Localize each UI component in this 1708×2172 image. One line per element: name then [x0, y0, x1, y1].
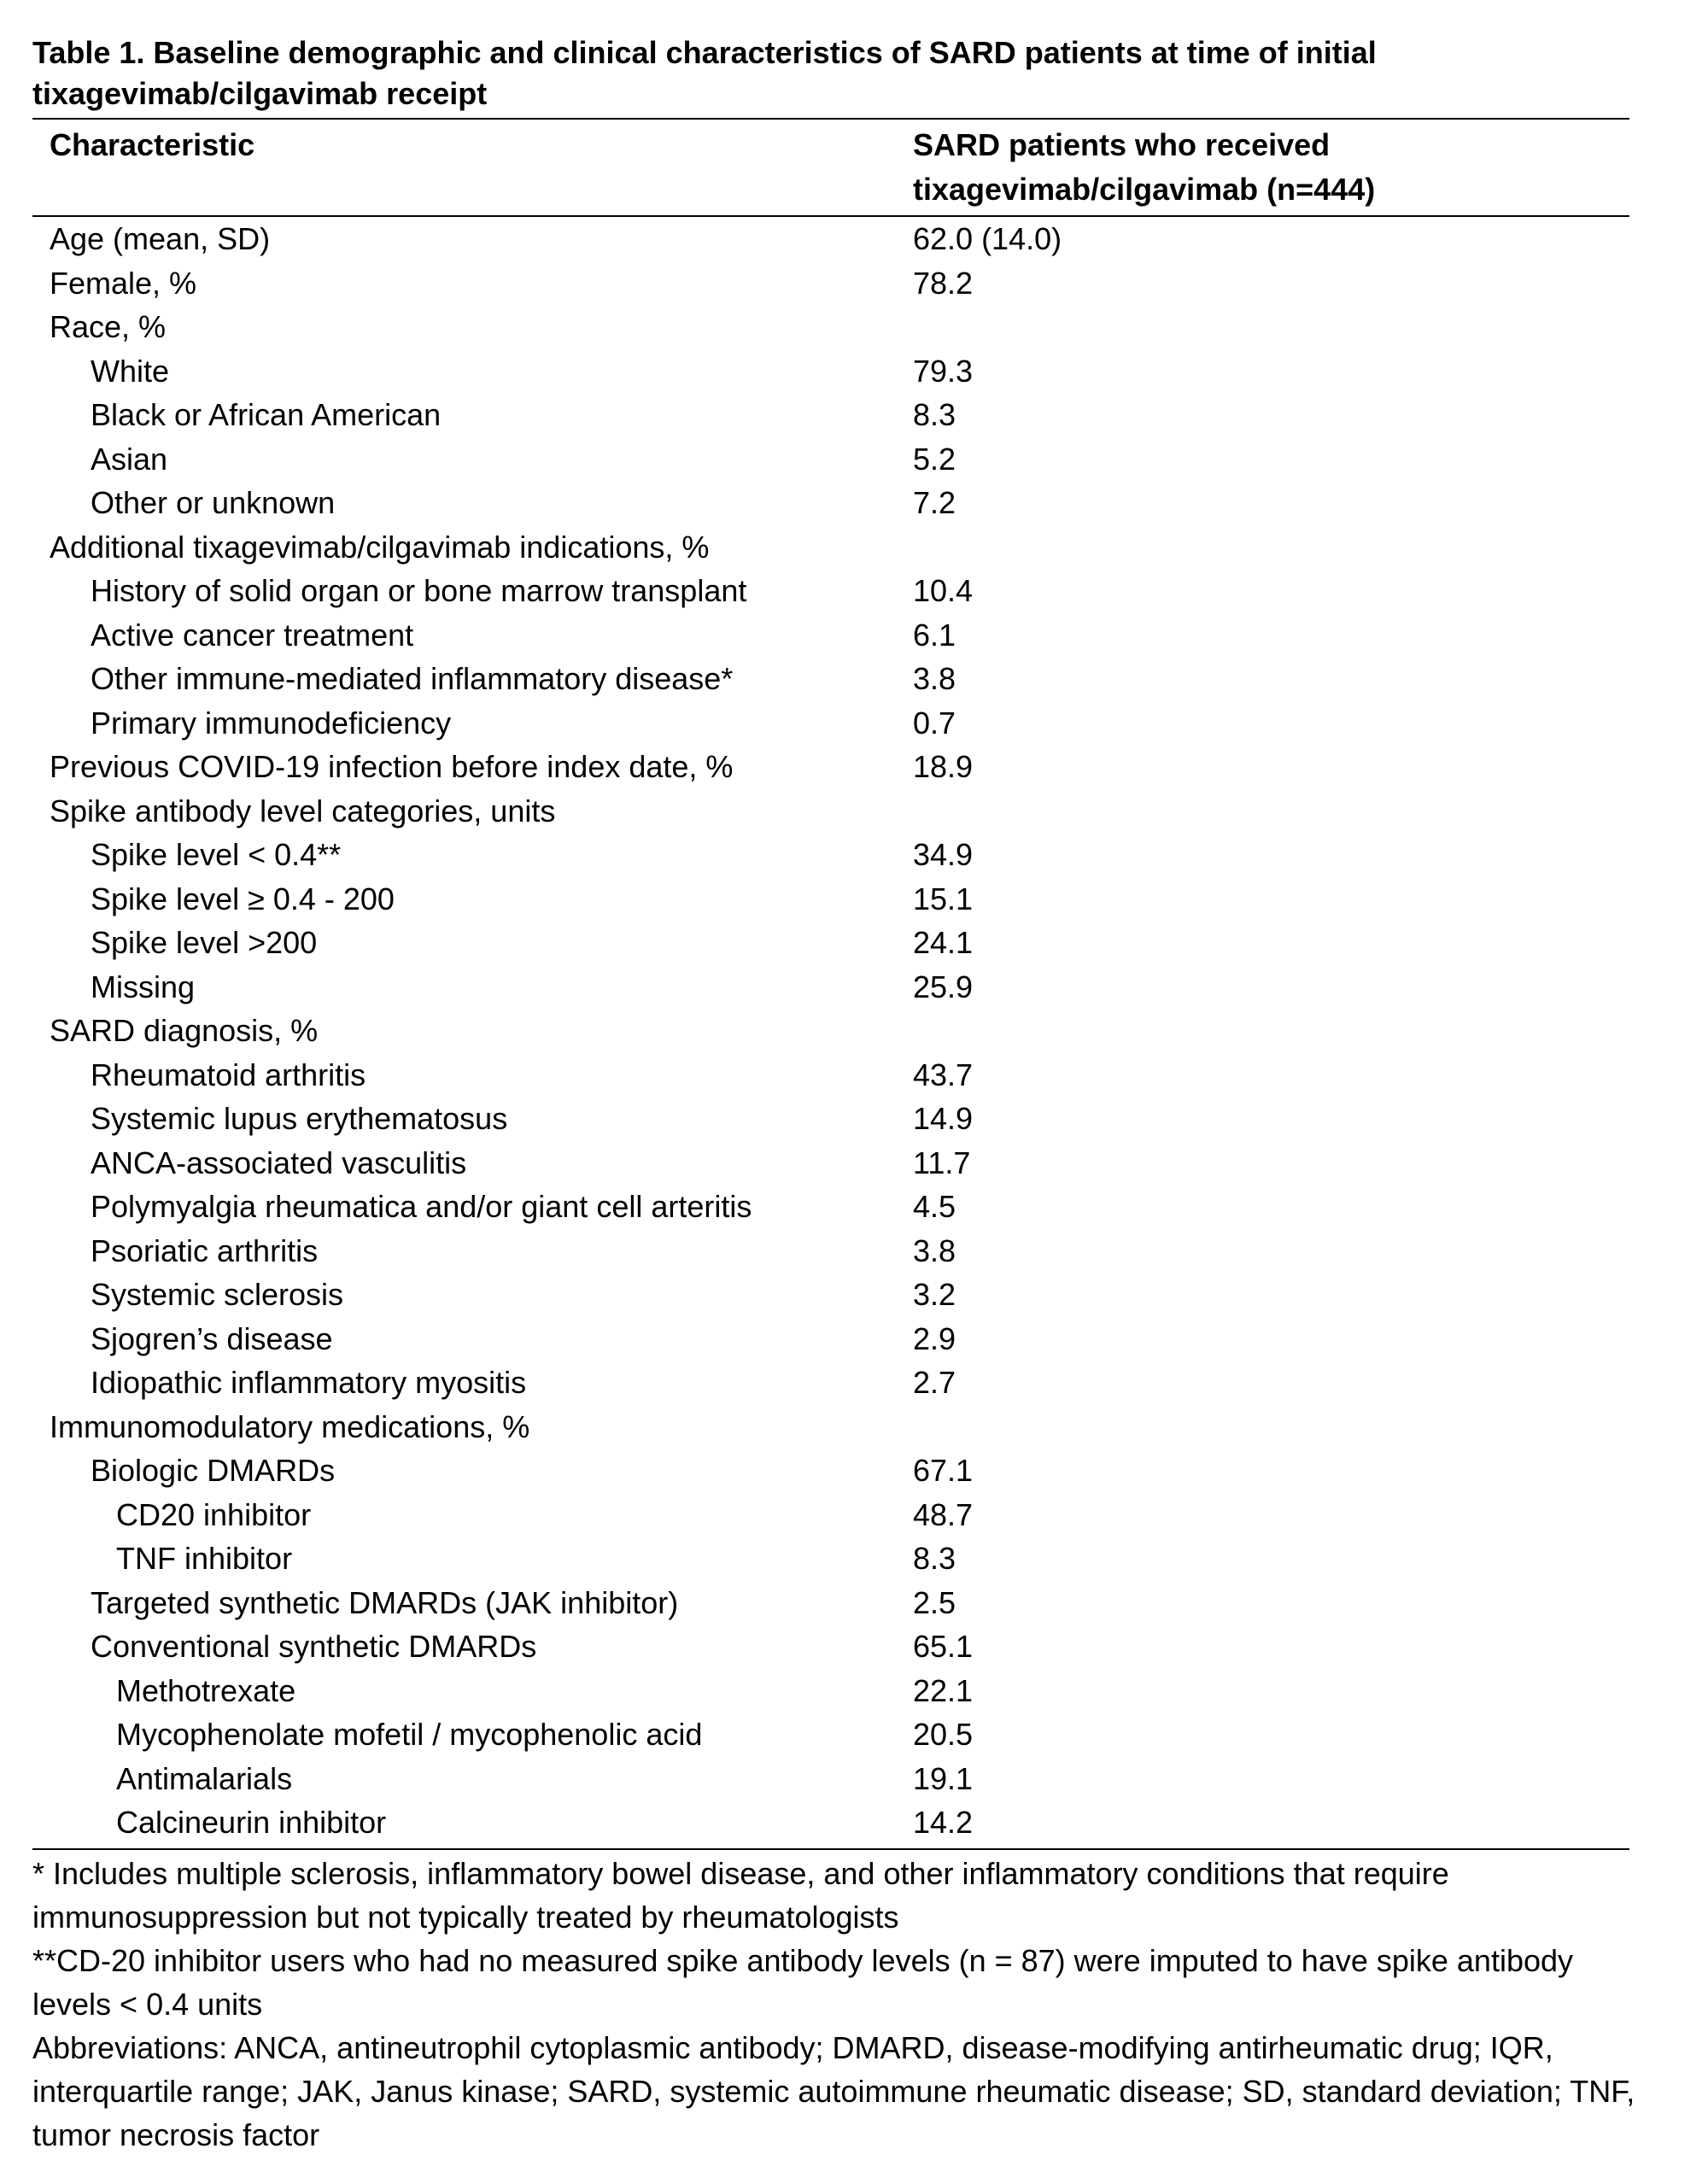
row-value: 15.1	[913, 881, 974, 916]
row-label: Conventional synthetic DMARDs	[91, 1629, 537, 1665]
row-label: Antimalarials	[116, 1760, 293, 1796]
row-label: History of solid organ or bone marrow transplant	[91, 573, 747, 609]
table-row	[32, 833, 1629, 877]
table-row	[32, 701, 1629, 746]
row-value: 62.0 (14.0)	[913, 221, 1062, 257]
document-page	[32, 32, 1635, 2157]
table-row	[32, 1273, 1629, 1317]
row-value: 20.5	[913, 1717, 974, 1753]
table-row	[32, 1141, 1629, 1186]
row-label: Spike level < 0.4**	[91, 837, 342, 873]
row-label: Other immune-mediated inflammatory disease*	[91, 661, 734, 697]
table-bottom-rule	[32, 1848, 1629, 1850]
row-label: Methotrexate	[116, 1672, 296, 1708]
row-value: 24.1	[913, 925, 974, 961]
table-row	[32, 1537, 1629, 1581]
row-label: White	[91, 353, 170, 389]
row-label: Systemic sclerosis	[91, 1277, 344, 1313]
row-value: 65.1	[913, 1629, 974, 1665]
row-value: 2.9	[913, 1320, 956, 1356]
row-label: SARD diagnosis, %	[50, 1013, 319, 1049]
table-row	[32, 1581, 1629, 1625]
row-label: Sjogren’s disease	[91, 1320, 333, 1356]
row-value: 4.5	[913, 1189, 956, 1225]
row-value: 5.2	[913, 441, 956, 477]
row-value: 0.7	[913, 705, 956, 741]
table-row	[32, 525, 1629, 570]
table-row	[32, 1185, 1629, 1229]
table-row	[32, 789, 1629, 834]
row-label: Biologic DMARDs	[91, 1453, 336, 1489]
table-row	[32, 1053, 1629, 1098]
row-value: 3.8	[913, 661, 956, 697]
row-label: Missing	[91, 969, 196, 1004]
row-value: 25.9	[913, 969, 974, 1004]
table-header-row	[32, 120, 1629, 215]
row-value: 3.2	[913, 1277, 956, 1313]
table-row	[32, 1669, 1629, 1713]
table-row	[32, 657, 1629, 701]
column-header-characteristic: Characteristic	[50, 127, 255, 162]
row-label: Female, %	[50, 265, 197, 301]
table-row	[32, 613, 1629, 658]
row-label: Rheumatoid arthritis	[91, 1057, 366, 1092]
row-label: CD20 inhibitor	[116, 1496, 312, 1532]
table-row	[32, 1449, 1629, 1493]
row-value: 6.1	[913, 617, 956, 653]
column-header-value: SARD patients who received tixagevimab/cilgavimab (n=444)	[913, 127, 1376, 207]
row-label: Systemic lupus erythematosus	[91, 1101, 508, 1137]
row-label: Black or African American	[91, 397, 442, 433]
table-row	[32, 1405, 1629, 1449]
row-label: Spike level ≥ 0.4 - 200	[91, 881, 395, 916]
row-value: 19.1	[913, 1760, 974, 1796]
row-label: Race, %	[50, 309, 167, 345]
row-label: Psoriatic arthritis	[91, 1232, 319, 1268]
row-label: Other or unknown	[91, 485, 336, 521]
row-value: 8.3	[913, 1541, 956, 1577]
row-label: Previous COVID-19 infection before index date, %	[50, 749, 734, 785]
row-value: 34.9	[913, 837, 974, 873]
table-row	[32, 965, 1629, 1010]
row-label: ANCA-associated vasculitis	[91, 1145, 467, 1180]
table-row	[32, 877, 1629, 922]
row-value: 14.2	[913, 1805, 974, 1841]
row-label: TNF inhibitor	[116, 1541, 293, 1577]
row-value: 3.8	[913, 1232, 956, 1268]
row-label: Polymyalgia rheumatica and/or giant cell arteritis	[91, 1189, 752, 1225]
footnote: * Includes multiple sclerosis, inflammatory bowel disease, and other inflammatory conditions that require immunosuppression but not typically treated by rheumatologists	[32, 1855, 1449, 1935]
table-row	[32, 1757, 1629, 1801]
row-value: 48.7	[913, 1496, 974, 1532]
row-label: Asian	[91, 441, 168, 477]
row-value: 10.4	[913, 573, 974, 609]
footnote: **CD-20 inhibitor users who had no measured spike antibody levels (n = 87) were imputed to have spike antibody levels < 0.4 units	[32, 1942, 1574, 2022]
table-row	[32, 921, 1629, 965]
row-label: Calcineurin inhibitor	[116, 1805, 387, 1841]
row-value: 11.7	[913, 1145, 971, 1180]
table-caption: Table 1. Baseline demographic and clinical characteristics of SARD patients at time of initial tixagevimab/cilgavimab receipt	[32, 35, 1377, 111]
table-row	[32, 1361, 1629, 1405]
row-value: 7.2	[913, 485, 956, 521]
row-value: 78.2	[913, 265, 974, 301]
row-label: Mycophenolate mofetil / mycophenolic acid	[116, 1717, 703, 1753]
table-body	[32, 217, 1629, 1848]
row-value: 2.5	[913, 1584, 956, 1620]
row-label: Targeted synthetic DMARDs (JAK inhibitor)	[91, 1584, 679, 1620]
table-row	[32, 1493, 1629, 1537]
table-row	[32, 1712, 1629, 1757]
row-value: 8.3	[913, 397, 956, 433]
row-value: 14.9	[913, 1101, 974, 1137]
row-value: 2.7	[913, 1365, 956, 1401]
row-label: Primary immunodeficiency	[91, 705, 452, 741]
row-value: 79.3	[913, 353, 974, 389]
table-row	[32, 261, 1629, 306]
table-row	[32, 481, 1629, 525]
table-row	[32, 1229, 1629, 1273]
row-value: 43.7	[913, 1057, 974, 1092]
table-row	[32, 569, 1629, 613]
table-row	[32, 1625, 1629, 1669]
row-label: Additional tixagevimab/cilgavimab indications, %	[50, 529, 710, 565]
footnote: Abbreviations: ANCA, antineutrophil cytoplasmic antibody; DMARD, disease-modifying antirheumatic drug; IQR, interquartile range; JAK, Janus kinase; SARD, systemic autoimmune rheumatic disease; SD, standard deviation; TNF, tumor necrosis factor	[32, 2029, 1635, 2152]
characteristics-table	[32, 118, 1629, 1850]
table-row	[32, 393, 1629, 437]
row-label: Spike level >200	[91, 925, 318, 961]
row-label: Idiopathic inflammatory myositis	[91, 1365, 527, 1401]
table-row	[32, 305, 1629, 349]
table-row	[32, 1097, 1629, 1141]
table-row	[32, 745, 1629, 789]
table-row	[32, 1009, 1629, 1053]
row-value: 22.1	[913, 1672, 974, 1708]
row-label: Spike antibody level categories, units	[50, 793, 556, 828]
row-label: Active cancer treatment	[91, 617, 414, 653]
row-value: 67.1	[913, 1453, 974, 1489]
row-label: Immunomodulatory medications, %	[50, 1408, 530, 1444]
table-footnotes	[32, 1852, 1655, 2157]
table-row	[32, 1800, 1629, 1845]
table-row	[32, 437, 1629, 482]
table-row	[32, 1317, 1629, 1361]
row-label: Age (mean, SD)	[50, 221, 271, 257]
table-row	[32, 217, 1629, 261]
table-row	[32, 349, 1629, 394]
row-value: 18.9	[913, 749, 974, 785]
